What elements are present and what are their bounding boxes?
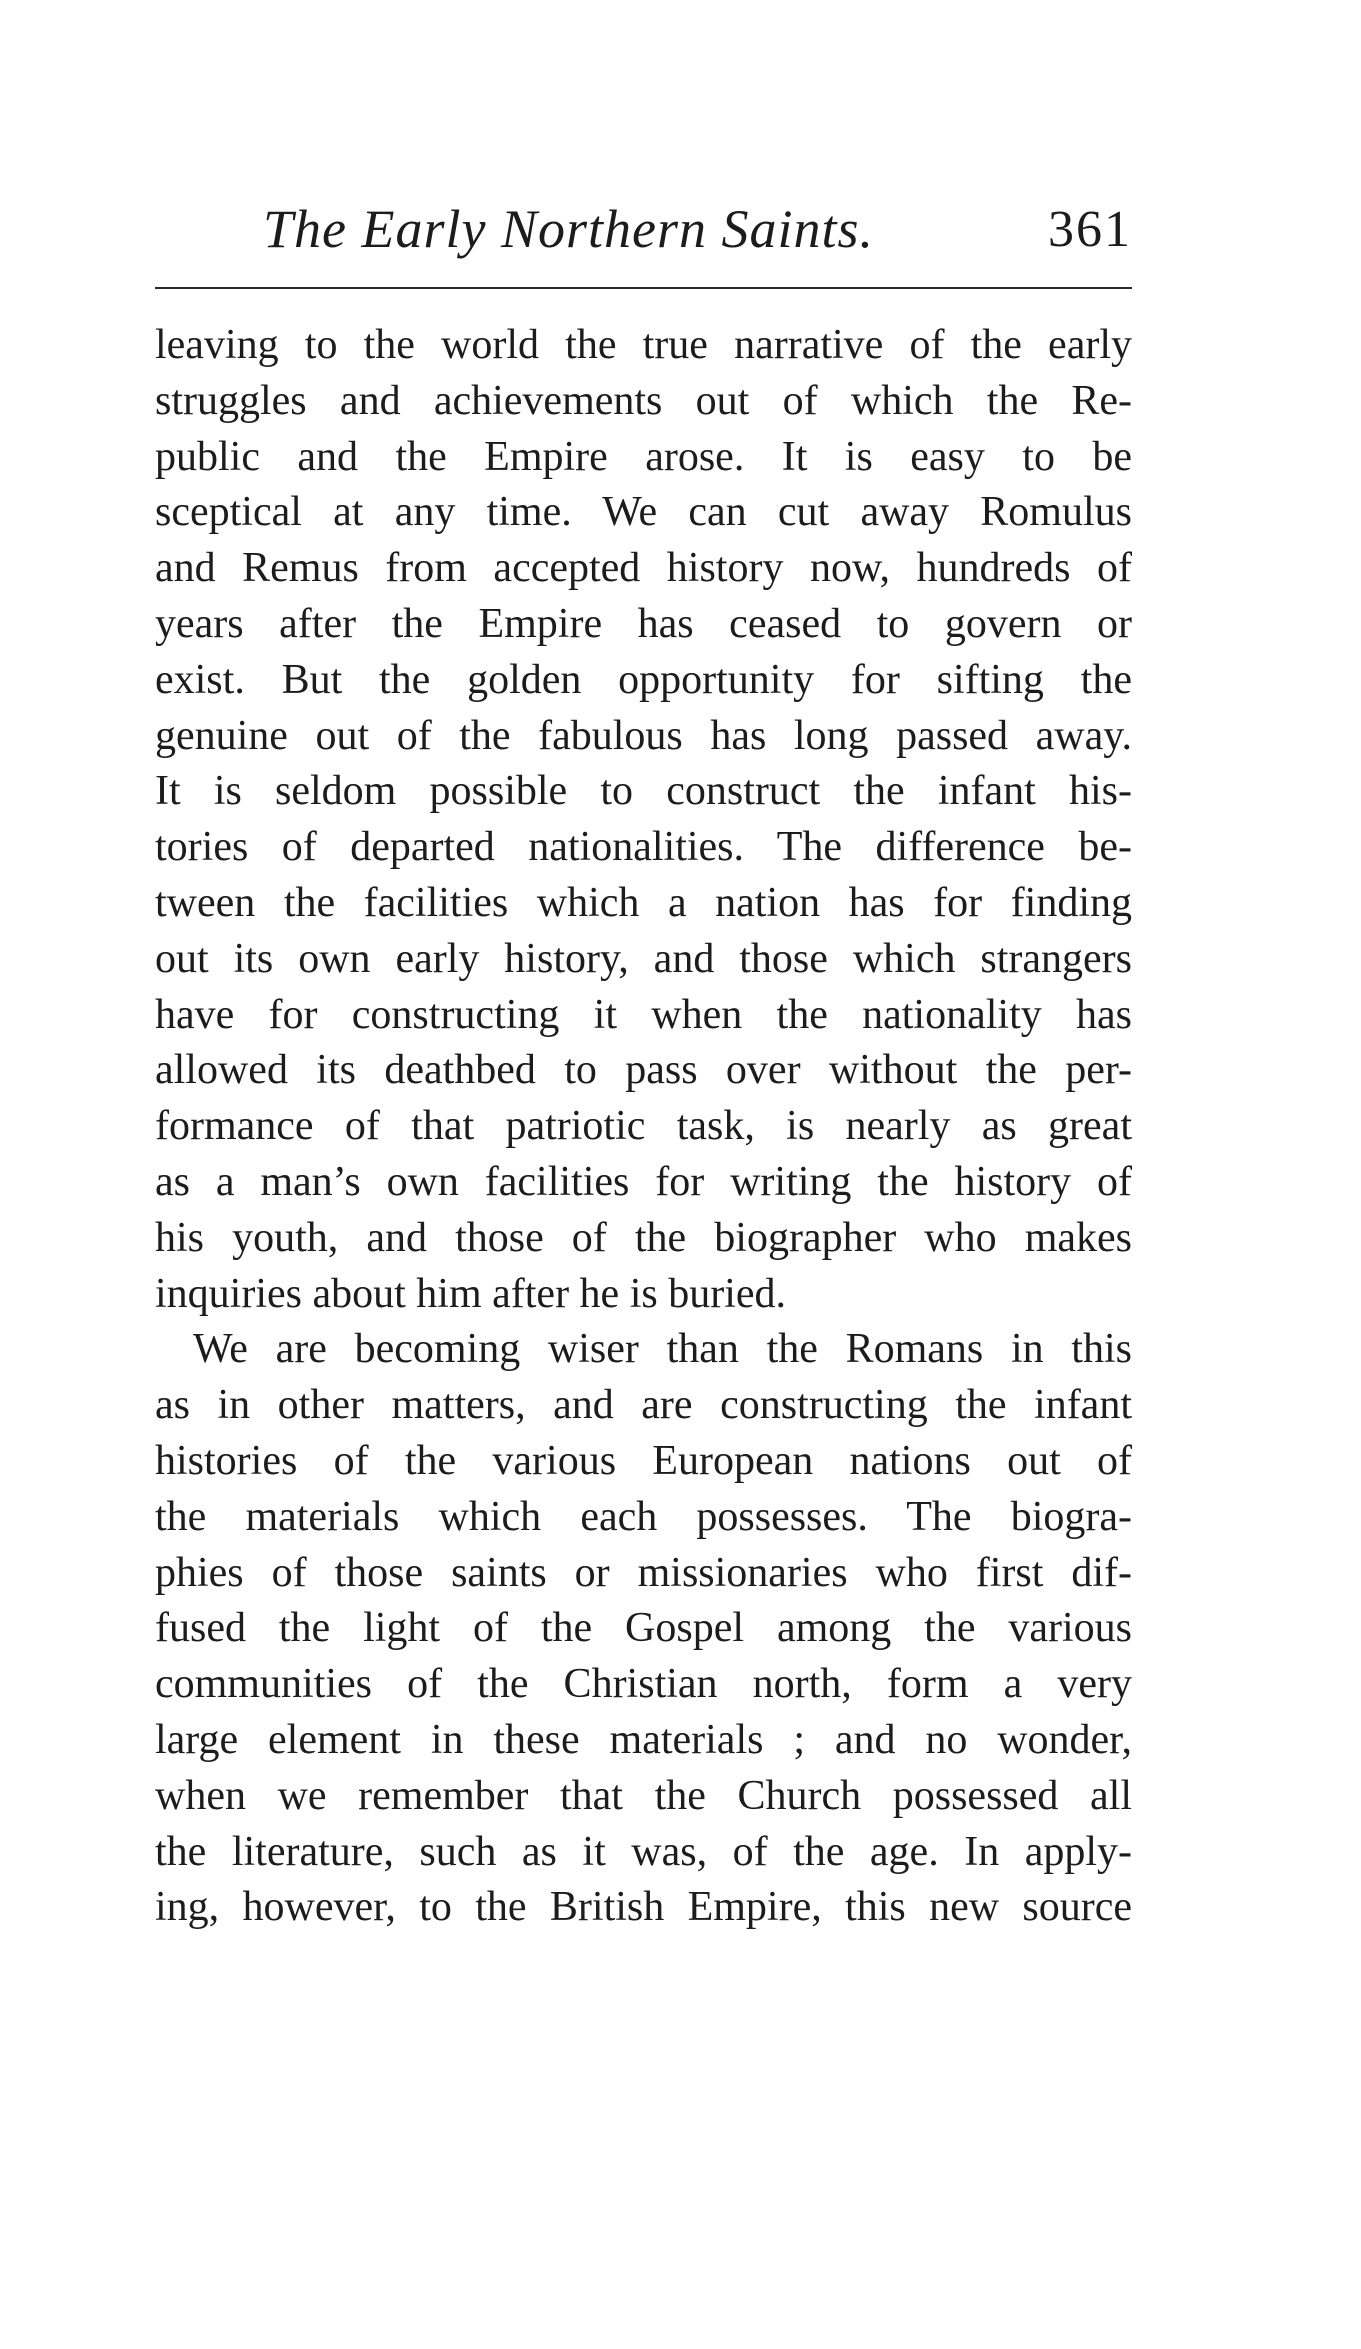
- text-line: out its own early history, and those which strangers: [155, 935, 1132, 982]
- paragraph-2: [155, 1322, 1132, 1936]
- text-line: the literature, such as it was, of the age. In apply-: [155, 1828, 1132, 1875]
- text-line: and Remus from accepted history now, hundreds of: [155, 545, 1132, 592]
- text-line: public and the Empire arose. It is easy to be: [155, 433, 1132, 480]
- text-line: histories of the various European nations out of: [155, 1437, 1132, 1484]
- text-line: phies of those saints or missionaries who first dif-: [155, 1549, 1132, 1596]
- text-line: It is seldom possible to construct the infant his-: [155, 768, 1132, 815]
- text-line: tories of departed nationalities. The difference be-: [155, 824, 1132, 871]
- text-line: We are becoming wiser than the Romans in this: [193, 1326, 1132, 1373]
- text-line: as a man’s own facilities for writing the history of: [155, 1158, 1132, 1205]
- page-number: 361: [1048, 201, 1132, 258]
- text-line: have for constructing it when the nationality has: [155, 991, 1132, 1038]
- text-line: genuine out of the fabulous has long passed away.: [155, 712, 1132, 759]
- text-line: allowed its deathbed to pass over without the per-: [155, 1047, 1132, 1094]
- text-line: tween the facilities which a nation has for finding: [155, 879, 1132, 926]
- running-head: [155, 190, 1132, 280]
- running-title: The Early Northern Saints.: [262, 199, 874, 259]
- text-line: when we remember that the Church possessed all: [155, 1772, 1132, 1819]
- paragraph-1: [155, 318, 1132, 1322]
- text-line: years after the Empire has ceased to govern or: [155, 600, 1132, 647]
- text-line: ing, however, to the British Empire, this new source: [155, 1884, 1132, 1931]
- text-line: the materials which each possesses. The biogra-: [155, 1493, 1132, 1540]
- text-line: struggles and achievements out of which the Re-: [155, 377, 1132, 424]
- text-line: formance of that patriotic task, is nearly as great: [155, 1103, 1132, 1150]
- text-line: as in other matters, and are constructing the infant: [155, 1382, 1132, 1429]
- text-line: exist. But the golden opportunity for sifting the: [155, 656, 1132, 703]
- text-line: his youth, and those of the biographer who makes: [155, 1214, 1132, 1261]
- body-text: [155, 318, 1132, 1936]
- text-line: large element in these materials ; and no wonder,: [155, 1716, 1132, 1763]
- text-line: sceptical at any time. We can cut away Romulus: [155, 489, 1132, 536]
- text-line: leaving to the world the true narrative of the early: [155, 322, 1132, 368]
- text-line: inquiries about him after he is buried.: [155, 1270, 787, 1317]
- header-rule: [155, 287, 1132, 289]
- text-line: communities of the Christian north, form a very: [155, 1661, 1132, 1708]
- text-line: fused the light of the Gospel among the various: [155, 1605, 1132, 1652]
